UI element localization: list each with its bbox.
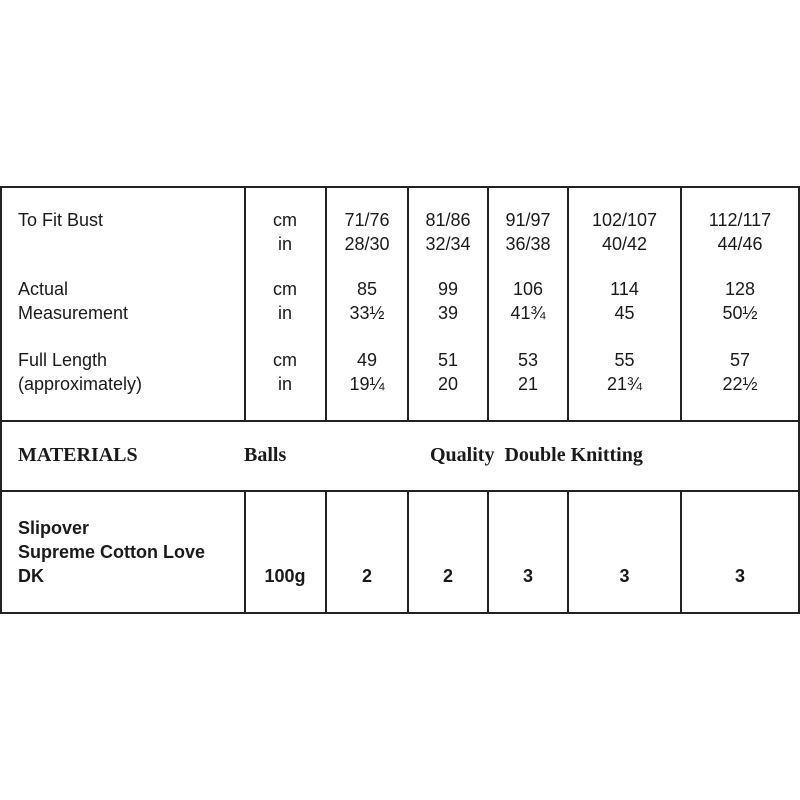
size-value: 36/38 — [505, 234, 551, 254]
ball-quantity: 2 — [361, 566, 372, 586]
unit-label: in — [277, 303, 292, 323]
size-value: 53 — [517, 350, 539, 370]
size-value: 71/76 — [344, 210, 390, 230]
size-value: 33½ — [349, 303, 385, 323]
ball-quantity: 3 — [619, 566, 630, 586]
row-label: (approximately) — [18, 374, 143, 394]
row-label: Actual — [18, 279, 69, 299]
size-value: 106 — [512, 279, 544, 299]
yarn-name: Supreme Cotton Love — [18, 542, 206, 562]
quality-heading: Quality Double Knitting — [430, 444, 643, 466]
column-divider — [244, 490, 246, 614]
size-value: 41¾ — [510, 303, 546, 323]
size-value: 85 — [356, 279, 378, 299]
size-value: 21 — [517, 374, 539, 394]
column-divider — [487, 490, 489, 614]
size-value: 45 — [614, 303, 635, 323]
row-label: To Fit Bust — [18, 210, 104, 230]
size-value: 44/46 — [717, 234, 763, 254]
unit-label: cm — [273, 350, 297, 370]
column-divider — [567, 490, 569, 614]
row-label: Full Length — [18, 350, 108, 370]
yarn-name: DK — [18, 566, 44, 586]
balls-heading: Balls — [244, 444, 287, 466]
divider-line — [0, 420, 800, 422]
size-value: 19¼ — [349, 374, 385, 394]
size-value: 22½ — [722, 374, 758, 394]
size-value: 39 — [437, 303, 459, 323]
ball-weight: 100g — [264, 566, 306, 586]
size-value: 128 — [724, 279, 756, 299]
size-value: 50½ — [722, 303, 758, 323]
size-value: 32/34 — [425, 234, 471, 254]
size-value: 49 — [356, 350, 378, 370]
size-value: 81/86 — [425, 210, 471, 230]
size-value: 57 — [729, 350, 751, 370]
yarn-name: Slipover — [18, 518, 90, 538]
row-label: Measurement — [18, 303, 129, 323]
unit-label: in — [277, 234, 292, 254]
size-value: 51 — [437, 350, 459, 370]
size-value: 55 — [614, 350, 635, 370]
size-value: 28/30 — [344, 234, 390, 254]
ball-quantity: 3 — [734, 566, 745, 586]
size-value: 91/97 — [505, 210, 551, 230]
size-value: 112/117 — [708, 210, 772, 230]
column-divider — [680, 490, 682, 614]
unit-label: cm — [273, 210, 297, 230]
size-value: 114 — [610, 279, 639, 299]
unit-label: in — [277, 374, 292, 394]
size-value: 20 — [437, 374, 459, 394]
column-divider — [325, 490, 327, 614]
size-value: 99 — [437, 279, 459, 299]
column-divider — [407, 490, 409, 614]
size-value: 21¾ — [606, 374, 643, 394]
size-value: 102/107 — [591, 210, 658, 230]
ball-quantity: 2 — [442, 566, 453, 586]
unit-label: cm — [273, 279, 297, 299]
size-value: 40/42 — [601, 234, 648, 254]
ball-quantity: 3 — [522, 566, 533, 586]
materials-heading: MATERIALS — [18, 444, 138, 466]
